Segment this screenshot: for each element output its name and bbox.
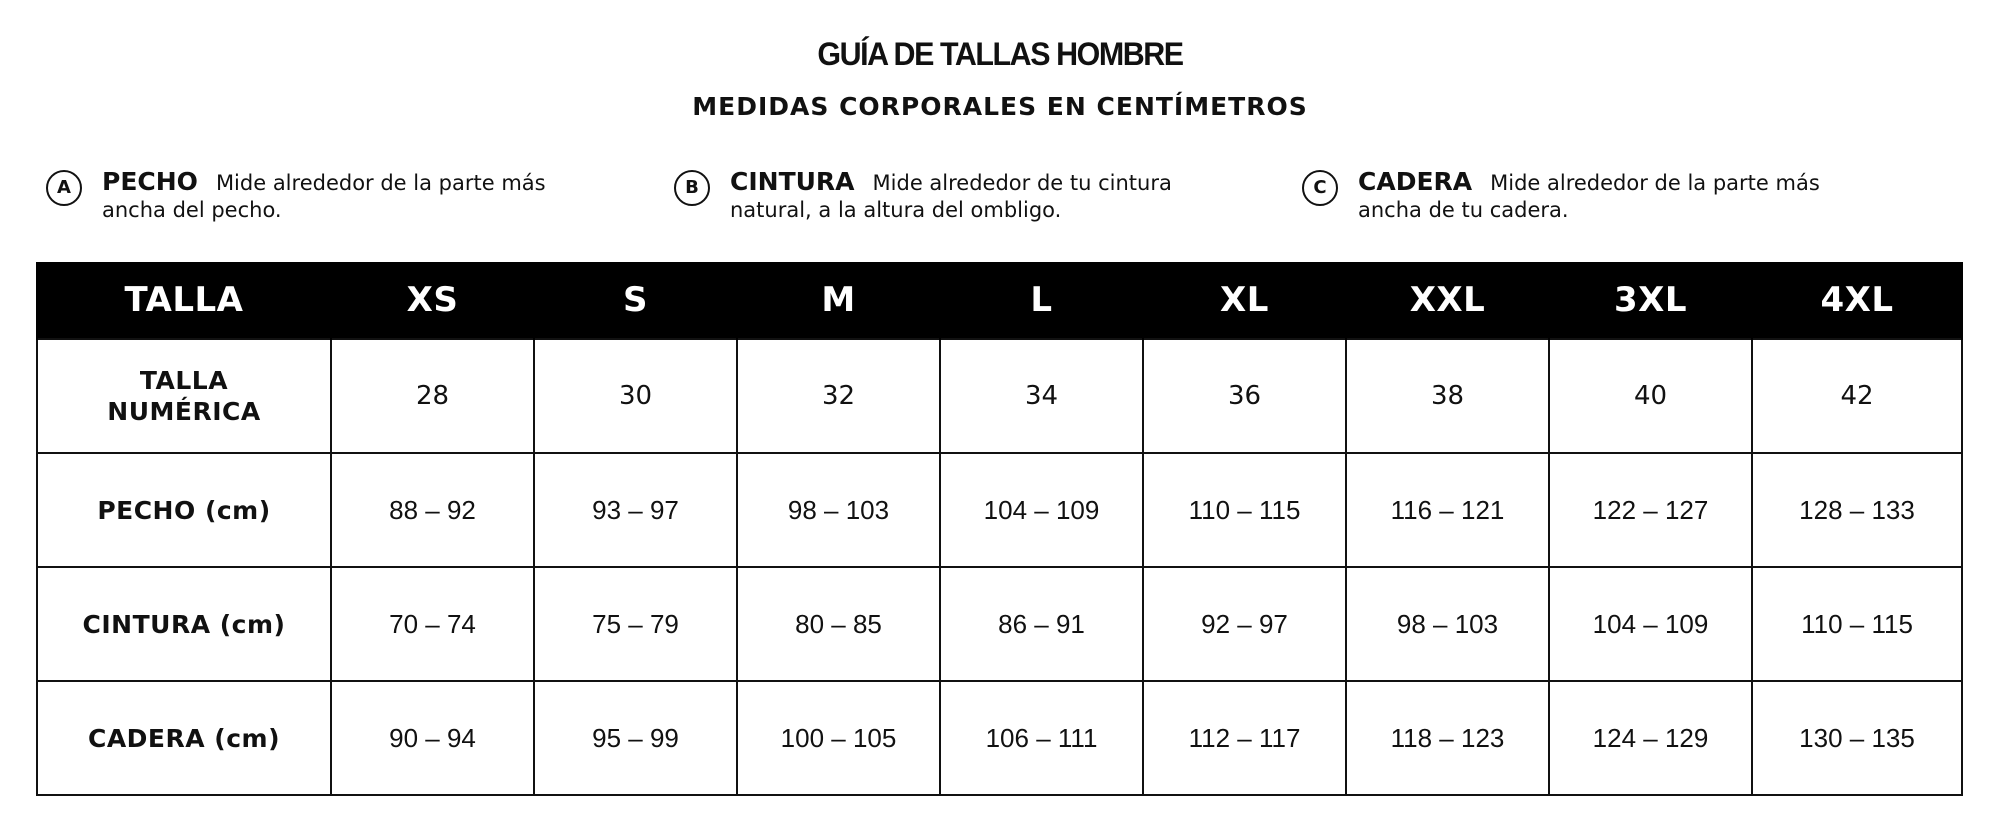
table-cell: 98 – 103 bbox=[1346, 567, 1549, 681]
waist-marker-icon: B bbox=[674, 170, 710, 206]
page-title: GUÍA DE TALLAS HOMBRE bbox=[817, 36, 1183, 72]
table-cell: 104 – 109 bbox=[940, 453, 1143, 567]
measure-guide-hip bbox=[1302, 168, 1942, 228]
table-cell: 93 – 97 bbox=[534, 453, 737, 567]
measure-guide-waist bbox=[674, 168, 1274, 228]
chest-guide-text bbox=[102, 168, 546, 224]
hip-guide-title: CADERA bbox=[1358, 167, 1473, 196]
table-cell: 100 – 105 bbox=[737, 681, 940, 795]
row-label-line: NUMÉRICA bbox=[107, 397, 261, 426]
waist-guide-line2: natural, a la altura del ombligo. bbox=[730, 198, 1062, 222]
table-cell: 42 bbox=[1752, 339, 1962, 453]
size-chart-table bbox=[36, 262, 1963, 796]
table-cell: 36 bbox=[1143, 339, 1346, 453]
chest-guide-title: PECHO bbox=[102, 167, 198, 196]
row-label-line: TALLA bbox=[139, 366, 229, 395]
hip-marker-icon: C bbox=[1302, 170, 1338, 206]
hip-guide-line1: Mide alrededor de la parte más bbox=[1490, 171, 1820, 195]
table-cell: 110 – 115 bbox=[1752, 567, 1962, 681]
header-cell: 4XL bbox=[1752, 262, 1962, 339]
table-cell: 80 – 85 bbox=[737, 567, 940, 681]
table-cell: 70 – 74 bbox=[331, 567, 534, 681]
table-cell: 118 – 123 bbox=[1346, 681, 1549, 795]
row-label: CINTURA (cm) bbox=[37, 567, 331, 681]
table-cell: 92 – 97 bbox=[1143, 567, 1346, 681]
header-cell: XS bbox=[331, 262, 534, 339]
table-cell: 130 – 135 bbox=[1752, 681, 1962, 795]
table-cell: 122 – 127 bbox=[1549, 453, 1752, 567]
table-cell: 98 – 103 bbox=[737, 453, 940, 567]
table-cell: 116 – 121 bbox=[1346, 453, 1549, 567]
table-cell: 34 bbox=[940, 339, 1143, 453]
row-label bbox=[37, 339, 331, 453]
row-label: CADERA (cm) bbox=[37, 681, 331, 795]
table-row bbox=[37, 339, 1962, 453]
waist-guide-text bbox=[730, 168, 1172, 224]
table-cell: 104 – 109 bbox=[1549, 567, 1752, 681]
table-cell: 112 – 117 bbox=[1143, 681, 1346, 795]
table-cell: 128 – 133 bbox=[1752, 453, 1962, 567]
table-cell: 86 – 91 bbox=[940, 567, 1143, 681]
table-cell: 95 – 99 bbox=[534, 681, 737, 795]
table-row bbox=[37, 567, 1962, 681]
header-cell: L bbox=[940, 262, 1143, 339]
table-cell: 32 bbox=[737, 339, 940, 453]
table-row bbox=[37, 681, 1962, 795]
waist-guide-title: CINTURA bbox=[730, 167, 855, 196]
table-cell: 28 bbox=[331, 339, 534, 453]
chest-guide-line2: ancha del pecho. bbox=[102, 198, 282, 222]
header-cell: XL bbox=[1143, 262, 1346, 339]
chest-guide-line1: Mide alrededor de la parte más bbox=[215, 171, 546, 195]
measure-guide-chest bbox=[46, 168, 646, 228]
header-cell: 3XL bbox=[1549, 262, 1752, 339]
table-cell: 40 bbox=[1549, 339, 1752, 453]
chest-marker-icon: A bbox=[46, 170, 82, 206]
table-cell: 75 – 79 bbox=[534, 567, 737, 681]
table-row bbox=[37, 453, 1962, 567]
header-cell: M bbox=[737, 262, 940, 339]
table-cell: 110 – 115 bbox=[1143, 453, 1346, 567]
table-cell: 90 – 94 bbox=[331, 681, 534, 795]
hip-guide-text bbox=[1358, 168, 1820, 224]
hip-guide-line2: ancha de tu cadera. bbox=[1358, 198, 1569, 222]
header-cell: S bbox=[534, 262, 737, 339]
table-header-row bbox=[37, 262, 1962, 339]
table-cell: 124 – 129 bbox=[1549, 681, 1752, 795]
table-cell: 106 – 111 bbox=[940, 681, 1143, 795]
header-cell: TALLA bbox=[37, 262, 331, 339]
page-subtitle: MEDIDAS CORPORALES EN CENTÍMETROS bbox=[692, 92, 1308, 121]
row-label: PECHO (cm) bbox=[37, 453, 331, 567]
header-cell: XXL bbox=[1346, 262, 1549, 339]
table-cell: 88 – 92 bbox=[331, 453, 534, 567]
table-cell: 38 bbox=[1346, 339, 1549, 453]
table-cell: 30 bbox=[534, 339, 737, 453]
waist-guide-line1: Mide alrededor de tu cintura bbox=[872, 171, 1172, 195]
